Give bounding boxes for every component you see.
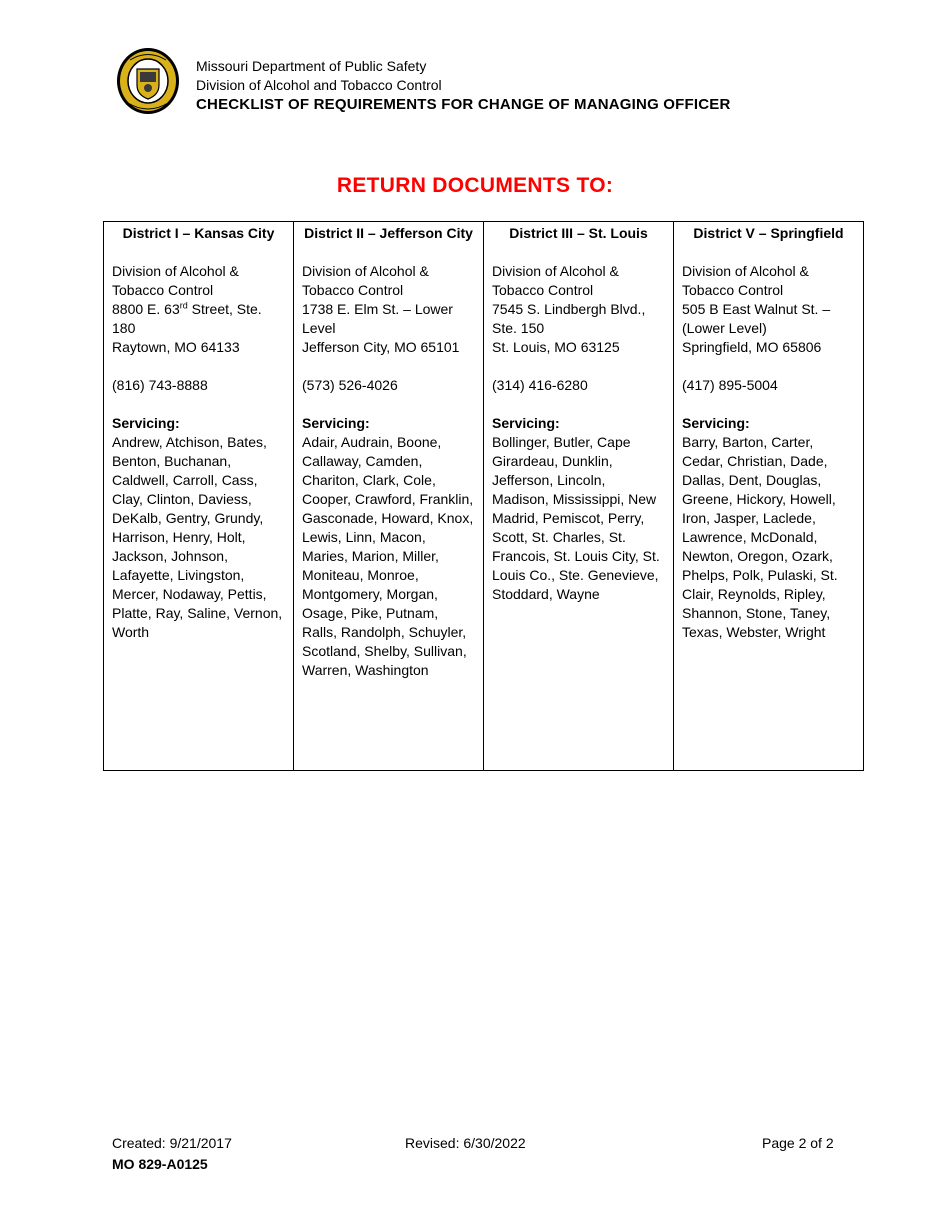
address-city: Jefferson City, MO 65101 xyxy=(302,339,460,355)
ordinal-suffix: rd xyxy=(179,300,188,311)
address-street2: Level xyxy=(302,320,336,336)
district-cell-springfield xyxy=(674,222,864,771)
district-offices-table xyxy=(103,221,864,771)
district-phone: (417) 895-5004 xyxy=(682,377,778,393)
return-documents-heading: RETURN DOCUMENTS TO: xyxy=(336,174,614,197)
address-org-line1: Division of Alcohol & xyxy=(492,263,619,279)
address-city: Raytown, MO 64133 xyxy=(112,339,240,355)
district-name: District I – Kansas City xyxy=(122,225,275,241)
street-text: 8800 E. 63 xyxy=(112,301,180,317)
servicing-counties: Andrew, Atchison, Bates, Benton, Buchanan, Caldwell, Carroll, Cass, Clay, Clinton, Daviess, DeKalb, Gentry, Grundy, Harrison, Henry, Holt, Jackson, Johnson, Lafayette, Livingston, Mercer, Nodaway, Pettis, Platte, Ray, Saline, Vernon, Worth xyxy=(112,434,283,640)
servicing-label: Servicing: xyxy=(112,415,180,431)
district-phone: (314) 416-6280 xyxy=(492,377,588,393)
district-name: District V – Springfield xyxy=(693,225,844,241)
district-cell-st-louis xyxy=(484,222,674,771)
servicing-counties: Adair, Audrain, Boone, Callaway, Camden, Chariton, Clark, Cole, Cooper, Crawford, Franklin, Gasconade, Howard, Knox, Lewis, Linn, Macon, Maries, Marion, Miller, Moniteau, Monroe, Montgomery, Morgan, Osage, Pike, Putnam, Ralls, Randolph, Schuyler, Scotland, Shelby, Sullivan, Warren, Washington xyxy=(302,434,474,678)
address-street2: Ste. 150 xyxy=(492,320,545,336)
address-street2: (Lower Level) xyxy=(682,320,767,336)
district-address xyxy=(492,262,665,376)
address-org-line1: Division of Alcohol & xyxy=(682,263,809,279)
district-address xyxy=(302,262,475,376)
district-phone: (816) 743-8888 xyxy=(112,377,208,393)
district-name: District II – Jefferson City xyxy=(304,225,473,241)
district-name: District III – St. Louis xyxy=(509,225,648,241)
address-city: Springfield, MO 65806 xyxy=(682,339,822,355)
document-header xyxy=(196,57,731,115)
servicing-counties: Barry, Barton, Carter, Cedar, Christian, Dade, Dallas, Dent, Douglas, Greene, Hickory, Howell, Iron, Jasper, Laclede, Lawrence, McDonald, Newton, Oregon, Ozark, Phelps, Polk, Pulaski, St. Clair, Reynolds, Ripley, Shannon, Stone, Taney, Texas, Webster, Wright xyxy=(682,434,838,640)
district-cell-jefferson-city xyxy=(294,222,484,771)
missouri-state-seal-icon xyxy=(116,47,180,115)
revised-date: Revised: 6/30/2022 xyxy=(405,1135,526,1151)
address-city: St. Louis, MO 63125 xyxy=(492,339,620,355)
table-row xyxy=(104,222,864,771)
department-name: Missouri Department of Public Safety xyxy=(196,58,427,74)
servicing-label: Servicing: xyxy=(492,415,560,431)
servicing-counties: Bollinger, Butler, Cape Girardeau, Dunklin, Jefferson, Lincoln, Madison, Mississippi, New Madrid, Pemiscot, Perry, Scott, St. Charles, St. Francois, St. Louis City, St. Louis Co., Ste. Genevieve, Stoddard, Wayne xyxy=(492,434,660,602)
address-org-line2: Tobacco Control xyxy=(492,282,594,298)
address-street: 1738 E. Elm St. – Lower xyxy=(302,301,453,317)
address-org-line2: Tobacco Control xyxy=(302,282,404,298)
address-org-line1: Division of Alcohol & xyxy=(302,263,429,279)
created-date: Created: 9/21/2017 xyxy=(112,1135,232,1151)
servicing-label: Servicing: xyxy=(682,415,750,431)
district-phone: (573) 526-4026 xyxy=(302,377,398,393)
address-org-line1: Division of Alcohol & xyxy=(112,263,239,279)
address-street xyxy=(112,300,285,319)
address-org-line2: Tobacco Control xyxy=(112,282,214,298)
document-title: CHECKLIST OF REQUIREMENTS FOR CHANGE OF MANAGING OFFICER xyxy=(196,96,731,113)
address-street2: 180 xyxy=(112,320,136,336)
form-number: MO 829-A0125 xyxy=(112,1156,208,1172)
address-street: 7545 S. Lindbergh Blvd., xyxy=(492,301,646,317)
street-text-cont: Street, Ste. xyxy=(187,301,262,317)
address-street: 505 B East Walnut St. – xyxy=(682,301,831,317)
address-org-line2: Tobacco Control xyxy=(682,282,784,298)
district-address xyxy=(112,262,285,376)
page-number: Page 2 of 2 xyxy=(762,1135,834,1151)
servicing-label: Servicing: xyxy=(302,415,370,431)
district-address xyxy=(682,262,855,376)
district-cell-kansas-city xyxy=(104,222,294,771)
division-name: Division of Alcohol and Tobacco Control xyxy=(196,77,442,93)
